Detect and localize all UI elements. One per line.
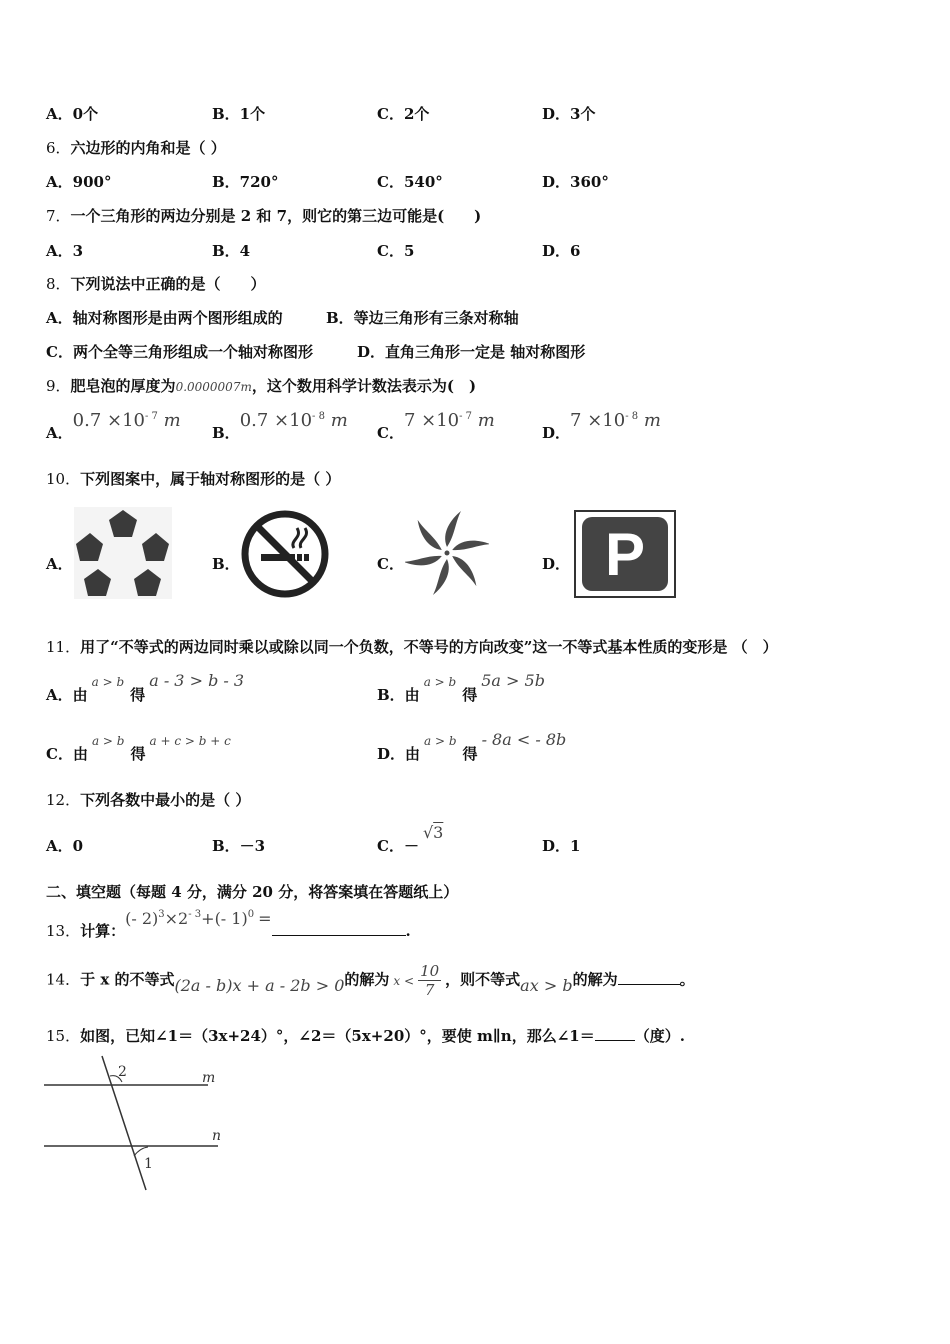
q12-option-d: D．1 [542,837,581,855]
q6-option-a: A．900° [46,173,112,191]
q14-answer-blank[interactable] [618,984,680,985]
q9-option-d: D．$7 \times 10^{- 8}$ m [542,410,661,442]
q8-option-a: A．轴对称图形是由两个图形组成的 [46,309,283,327]
q15-stem: 15．如图，已知∠1＝（3x+24）°，∠2＝（5x+20）°，要使 m∥n，那么∠1＝ （度）. [46,1027,685,1045]
q12-option-a: A．0 [46,837,84,855]
parking-letter: P [604,521,646,588]
q10-option-b-label: B． [212,555,240,573]
line-n-label: n [212,1128,222,1144]
parallel-lines-figure [40,1052,240,1197]
q10-option-d-label: D． [542,555,571,573]
no-smoking-icon [239,508,331,600]
q12-stem: 12．下列各数中最小的是（ ） [46,791,251,809]
q7-option-c: C．5 [377,242,415,260]
q7-stem: 7．一个三角形的两边分别是 2 和 7，则它的第三边可能是( ) [46,207,482,225]
q9-option-c: C．$7 \times 10^{- 7}$ m [377,410,495,442]
q6-option-d: D．360° [542,173,609,191]
parking-sign-icon [574,510,676,598]
q8-option-d: D．直角三角形一定是 轴对称图形 [357,343,586,361]
q5-option-d: D．3个 [542,105,596,123]
q6-option-b: B．720° [212,173,279,191]
q8-option-c: C．两个全等三角形组成一个轴对称图形 [46,343,313,361]
q8-option-b: B．等边三角形有三条对称轴 [326,309,519,327]
q11-option-a: A．由a > b得a - 3 > b - 3 [46,671,245,704]
q6-option-c: C．540° [377,173,443,191]
q5-option-a: A．0个 [46,105,99,123]
q13-answer-blank[interactable] [272,935,406,936]
q13-stem: 13．计算：(- $2)^3\times 2^{- 3}+(-$ 1)$^0$ =. [46,909,411,940]
pinwheel-figure [405,507,489,599]
q5-option-c: C．2个 [377,105,430,123]
q14-fraction: $\frac{10}{7}$ [420,962,440,999]
q11-option-d: D．由a > b得- 8a < - 8b [377,730,567,763]
q7-option-b: B．4 [212,242,251,260]
angle-2-label: 2 [118,1064,127,1080]
q5-option-b: B．1个 [212,105,266,123]
q7-option-a: A．3 [46,242,84,260]
q11-option-b: B．由a > b得5a > 5b [377,671,545,704]
q7-option-d: D．6 [542,242,581,260]
q9-option-b: B．$0.7 \times 10^{- 8}$ m [212,410,348,442]
q15-answer-blank[interactable] [595,1040,635,1041]
q10-option-c-label: C． [377,555,404,573]
q11-stem: 11．用了“不等式的两边同时乘以或除以同一个负数，不等号的方向改变”这一不等式基本性质的变形是 （ ） [46,638,778,656]
q12-option-c: C．－√3 [377,823,444,855]
angle-1-label: 1 [144,1156,153,1172]
q9-option-a: A．$0.7 \times 10^{- 7}$ m [46,410,181,442]
q10-option-a-label: A． [46,555,73,573]
q6-stem: 6．六边形的内角和是（ ） [46,139,226,157]
q9-stem: 9．肥皂泡的厚度为0.0000007m，这个数用科学计数法表示为( ) [46,377,477,395]
pentagons-figure [74,507,172,599]
q8-stem: 8．下列说法中正确的是（ ） [46,275,266,293]
q11-option-c: C．由a > b得a + c > b + c [46,734,231,763]
q12-option-b: B．－3 [212,837,266,855]
line-m-label: m [202,1070,216,1086]
q10-stem: 10．下列图案中，属于轴对称图形的是（ ） [46,470,341,488]
q14-stem: 14．于 x 的不等式(2a - b)x + a - 2b > 0的解为 x < $\frac{10}{7}$ ，则不等式ax > b的解为 。 [46,962,695,999]
section-2-heading: 二、填空题（每题 4 分，满分 20 分，将答案填在答题纸上） [46,883,459,901]
